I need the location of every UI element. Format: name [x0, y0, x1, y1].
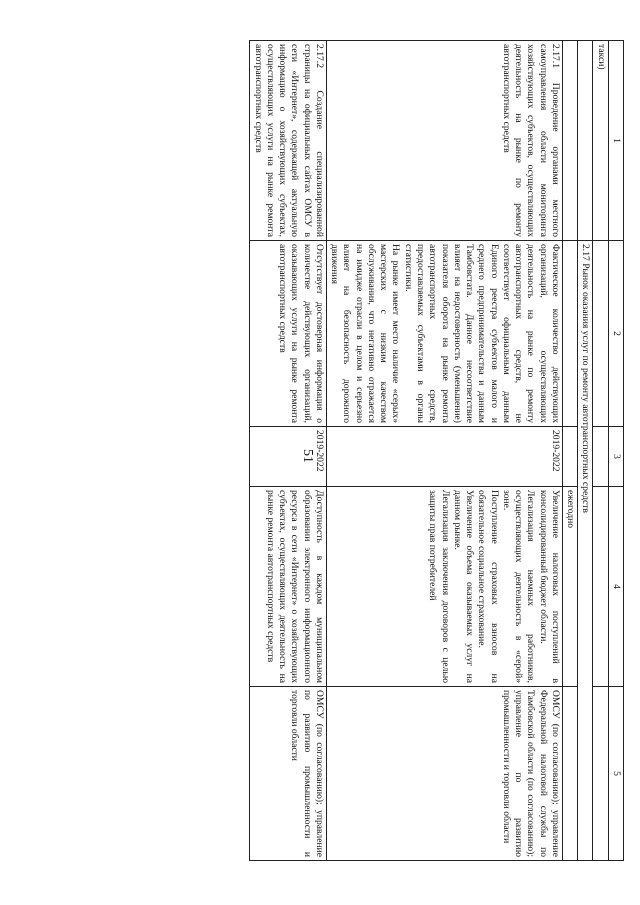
- measure-cell: 2.17.2 Создание специализированной страницы на официальных сайтах ОМСУ в сети «Интернет», содержащей актуальную информацию о хозяйствующих субъектах, осуществляющих услуги на рынке ремонта автотранспортных средств: [250, 41, 327, 241]
- carry-over-row: [593, 41, 608, 861]
- col-header-5: 5: [608, 687, 623, 861]
- result-paragraph: Легализация заключения договоров с целью защиты прав потребителей: [427, 490, 451, 683]
- period-cell: 2019-2022: [326, 427, 562, 487]
- problem-cell: [250, 241, 327, 427]
- problem-paragraph: Отсутствует достоверная информация о количестве действующих организаций, оказывающих услуги на рынке ремонта автотранспортных средств: [277, 244, 325, 423]
- result-paragraph: Доступность в каждом муниципальном образовании электронного информационного ресурса в сети «Интернет» о хозяйствующих субъектах, осуществляющих деятельность на рынке ремонта автотранспортных средств: [264, 490, 325, 683]
- col-header-2: 2: [608, 241, 623, 427]
- problem-cell: [326, 241, 562, 427]
- measure-cell: 2.17.1 Проведение органами местного самоуправления области мониторинга хозяйствующих субъектов, осуществляющих деятельность на рынке по ремонту автотранспортных средств: [326, 41, 562, 241]
- measures-table: [249, 40, 624, 861]
- section-header-row: [578, 41, 593, 861]
- responsible-cell: ОМСУ (по согласованию); управление Федеральной налоговой службы по Тамбовской области (по согласованию); управление по развитию промышленности и торговли области: [326, 687, 562, 861]
- carry-over-text: такси): [593, 41, 608, 241]
- responsible-cell: ОМСУ (по согласованию); управление по развитию промышленности и торговли области: [250, 687, 327, 861]
- result-paragraph: Поступление страховых взносов на обязательное социальное страхование.: [476, 490, 500, 683]
- result-cell: [250, 487, 327, 687]
- result-paragraph: Легализация наемных работников, осуществляющих деятельность в «серой» зоне.: [500, 490, 537, 683]
- col-header-1: 1: [608, 41, 623, 241]
- period-cell: 2019-2022: [250, 427, 327, 487]
- table-row: [250, 41, 327, 861]
- problem-paragraph: Фактическое количество действующих организаций, осуществляющих деятельность на рынке по ремонту автотранспортных средств, не соответствует официальным данным Единого реестра субъектов малого и среднего предпринимательства и данным Тамбовстата. Данное несоответствие влияет на недостоверность (уменьшение) показателя оборота на рынке ремонта автотранспортных средств, предоставляемых субъектами в органы статистики.: [402, 244, 561, 423]
- problem-paragraph: На рынке имеет место наличие «серых» мастерских с низким качеством обслуживания, что негативно отражается на имидже отрасли в целом и серьезно влияет на безопасность дорожного движения: [329, 244, 402, 423]
- result-cell: [326, 487, 562, 687]
- col-header-3: 3: [608, 427, 623, 487]
- table-row: [326, 41, 562, 861]
- result-paragraph: Увеличение объема оказываемых услуг на данном рынке.: [451, 490, 476, 683]
- section-title: 2.17 Рынок оказания услуг по ремонту автотранспортных средств: [578, 241, 593, 861]
- page-number: 51: [300, 449, 315, 463]
- rotated-table-area: [64, 40, 624, 860]
- col-header-4: 4: [608, 487, 623, 687]
- section-period-row: [562, 41, 577, 861]
- column-number-row: [608, 41, 623, 861]
- section-period: ежегодно: [562, 487, 577, 687]
- result-paragraph: Увеличение налоговых поступлений в консолидированный бюджет области.: [537, 490, 561, 683]
